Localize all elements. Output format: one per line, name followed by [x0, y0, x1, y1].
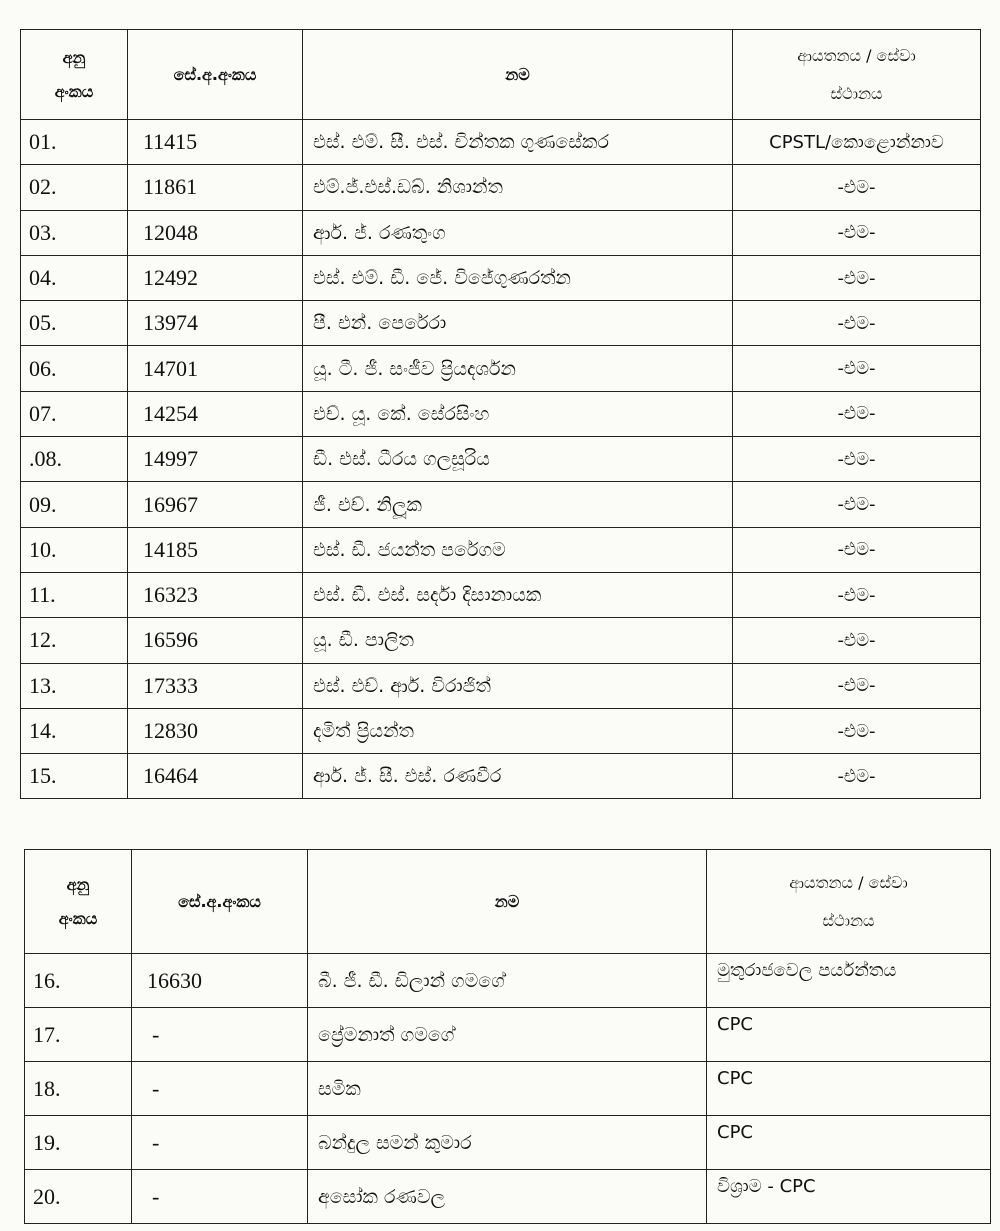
table-row [21, 210, 981, 255]
row-service-no: 14254 [128, 391, 303, 436]
row-service-no: - [132, 1170, 308, 1224]
row-name: බන්දුල සමන් කුමාර [308, 1116, 707, 1170]
table-row [21, 346, 981, 391]
row-name: යූ. ටී. ජී. සංජීව ප්‍රියදර්ශන [303, 346, 733, 391]
table-row [21, 255, 981, 300]
row-station: -එම- [733, 708, 981, 753]
header-station [707, 850, 991, 954]
header-station-line1: ආයතනය / සේවා [797, 45, 916, 65]
row-station: -එම- [733, 255, 981, 300]
table-row [21, 391, 981, 436]
row-name: එස්. එච්. ආර්. විරාජිත් [303, 663, 733, 708]
header-index-line2: අංකය [58, 908, 98, 928]
row-service-no: - [132, 1062, 308, 1116]
row-name: එස්. ඩී. එස්. සර්දා දිසානායක [303, 572, 733, 617]
header-station-line2: ස්ථානය [822, 910, 875, 930]
row-index: 09. [21, 482, 128, 527]
row-index: 11. [21, 572, 128, 617]
header-name: නම [308, 850, 707, 954]
row-name: අසෝක රණවල [308, 1170, 707, 1224]
row-index: 17. [25, 1008, 132, 1062]
row-index: 15. [21, 754, 128, 799]
header-name: නම [303, 30, 733, 120]
header-service-no: සේ.අ.අංකය [128, 30, 303, 120]
row-station: -එම- [733, 482, 981, 527]
row-station: මුතුරාජවෙල පර්යන්තය [707, 954, 991, 1008]
table-row [21, 527, 981, 572]
row-index: .08. [21, 437, 128, 482]
row-name: ප්‍රේමනාත් ගමගේ [308, 1008, 707, 1062]
header-index [21, 30, 128, 120]
row-index: 13. [21, 663, 128, 708]
row-name: ඩී. එස්. ධීරය ගලසූරිය [303, 437, 733, 482]
row-service-no: 11415 [128, 120, 303, 165]
row-station: -එම- [733, 346, 981, 391]
table-row [21, 572, 981, 617]
row-station: -එම- [733, 754, 981, 799]
staff-table-2 [24, 849, 991, 1224]
row-index: 20. [25, 1170, 132, 1224]
row-name: සමික [308, 1062, 707, 1116]
table-row [21, 165, 981, 210]
row-index: 04. [21, 255, 128, 300]
row-service-no: 16967 [128, 482, 303, 527]
row-station: -එම- [733, 391, 981, 436]
row-index: 10. [21, 527, 128, 572]
header-index-line1: අනු [62, 47, 86, 67]
table-row [21, 120, 981, 165]
row-station: -එම- [733, 618, 981, 663]
row-name: ආර්. ජ්. සී. එස්. රණවීර [303, 754, 733, 799]
table-row [21, 437, 981, 482]
row-name: දමිත් ප්‍රියන්ත [303, 708, 733, 753]
row-index: 01. [21, 120, 128, 165]
table-row [25, 1170, 991, 1224]
row-name: පී. එන්. පෙරේරා [303, 301, 733, 346]
staff-table-1 [20, 29, 981, 799]
row-name: එච්. යූ. කේ. සේරසිංහ [303, 391, 733, 436]
row-station: -එම- [733, 301, 981, 346]
row-station: විශ්‍රාම - CPC [707, 1170, 991, 1224]
row-name: ජී. එච්. නිලූක [303, 482, 733, 527]
row-station: -එම- [733, 210, 981, 255]
row-index: 19. [25, 1116, 132, 1170]
row-name: බී. ජී. ඩී. ඩිලාන් ගමගේ [308, 954, 707, 1008]
table-row [21, 618, 981, 663]
row-station: CPC [707, 1062, 991, 1116]
row-station: -එම- [733, 572, 981, 617]
header-index-line1: අනු [66, 874, 90, 894]
header-station-line1: ආයතනය / සේවා [789, 872, 908, 892]
table-row [21, 708, 981, 753]
table-header-row [21, 30, 981, 120]
table-header-row [25, 850, 991, 954]
table-row [25, 1062, 991, 1116]
table-row [25, 1116, 991, 1170]
row-station: -එම- [733, 663, 981, 708]
row-station: -එම- [733, 437, 981, 482]
row-name: යූ. ඩී. පාලිත [303, 618, 733, 663]
header-station-line2: ස්ථානය [830, 83, 883, 103]
row-service-no: 13974 [128, 301, 303, 346]
row-service-no: 16630 [132, 954, 308, 1008]
row-index: 18. [25, 1062, 132, 1116]
row-service-no: 14997 [128, 437, 303, 482]
row-service-no: 14701 [128, 346, 303, 391]
row-index: 03. [21, 210, 128, 255]
row-station: CPC [707, 1116, 991, 1170]
row-station: CPSTL/කොළොන්නාව [733, 120, 981, 165]
row-index: 05. [21, 301, 128, 346]
row-name: එස්. ඩී. ජයන්ත පරේගම [303, 527, 733, 572]
row-station: -එම- [733, 527, 981, 572]
row-service-no: 14185 [128, 527, 303, 572]
row-service-no: 16323 [128, 572, 303, 617]
row-index: 06. [21, 346, 128, 391]
table-row [25, 1008, 991, 1062]
row-service-no: - [132, 1008, 308, 1062]
row-index: 16. [25, 954, 132, 1008]
row-service-no: 11861 [128, 165, 303, 210]
header-service-no: සේ.අ.අංකය [132, 850, 308, 954]
row-service-no: - [132, 1116, 308, 1170]
table-row [21, 754, 981, 799]
header-station [733, 30, 981, 120]
row-index: 12. [21, 618, 128, 663]
table-row [21, 482, 981, 527]
table-row [21, 301, 981, 346]
row-name: ආර්. ජ්. රණතුංග [303, 210, 733, 255]
row-service-no: 17333 [128, 663, 303, 708]
row-name: එස්. එම්. ඩී. ජේ. විජේගුණරත්න [303, 255, 733, 300]
row-service-no: 12492 [128, 255, 303, 300]
header-index [25, 850, 132, 954]
row-station: CPC [707, 1008, 991, 1062]
row-index: 02. [21, 165, 128, 210]
row-name: එම්.ජ්.එස්.ඩබ්. නිශාන්ත [303, 165, 733, 210]
row-name: එස්. එම්. සී. එස්. චින්තක ගුණසේකර [303, 120, 733, 165]
row-service-no: 16596 [128, 618, 303, 663]
row-service-no: 12830 [128, 708, 303, 753]
row-service-no: 16464 [128, 754, 303, 799]
table-row [21, 663, 981, 708]
row-service-no: 12048 [128, 210, 303, 255]
row-index: 14. [21, 708, 128, 753]
row-station: -එම- [733, 165, 981, 210]
table-row [25, 954, 991, 1008]
header-index-line2: අංකය [54, 81, 94, 101]
row-index: 07. [21, 391, 128, 436]
